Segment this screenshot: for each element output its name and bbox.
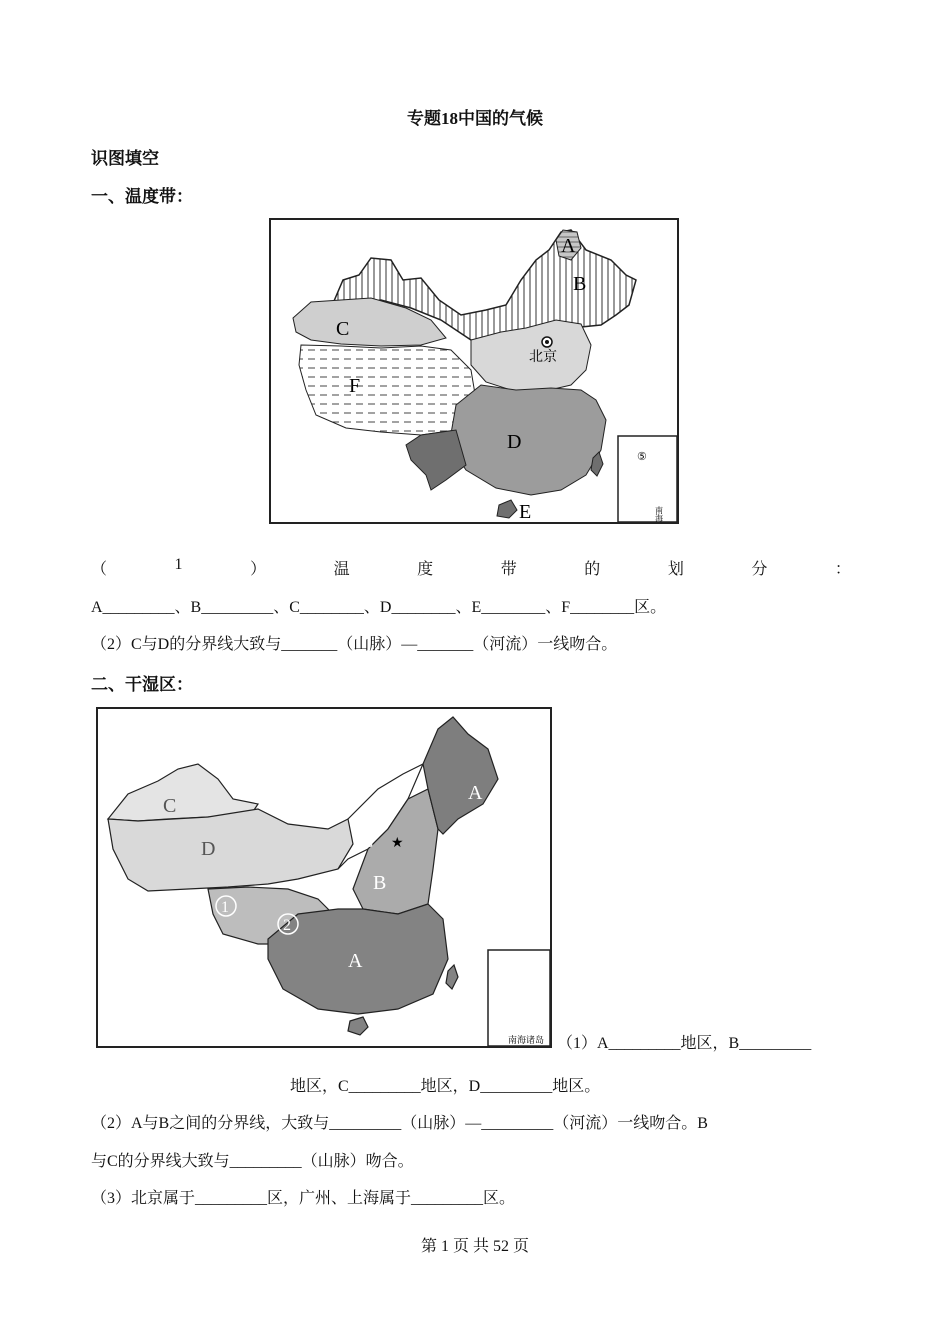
q1-char: 的 [584,561,601,578]
map2-label-a-south: A [348,950,363,972]
map1-inset [618,436,677,522]
zone2-a-ne [423,717,498,834]
map1-label-b: B [573,273,587,295]
q1-char: （ [91,561,108,578]
marker-1: 1 [221,899,229,916]
s1-q1-heading-line [91,556,851,579]
zone-e-hainan [497,500,517,518]
s2-q2-line1: （2）A与B之间的分界线，大致与_________（山脉）—_________（河流）一线吻合。B [91,1115,708,1132]
page-title: 专题18中国的气候 [407,109,543,128]
beijing-star-icon: ★ [391,836,404,851]
map2-label-c-north: C [360,830,374,852]
map1-inset-label: 南海诸岛 [654,506,664,522]
section1-heading: 一、温度带： [91,187,193,206]
s1-q1-answer-line: A_________、B_________、C________、D________、E________、F________区。 [91,599,667,616]
map2-label-b: B [373,872,387,894]
drywet-map-graphic [98,709,550,1046]
section2-heading: 二、干湿区： [91,675,193,694]
q1-char: ） [250,561,267,578]
temperature-zone-map [269,218,679,524]
map2-label-c-nw: C [163,795,177,817]
map2-label-d: D [201,838,216,860]
s2-q2-line2: 与C的分界线大致与_________（山脉）吻合。 [91,1153,414,1170]
s2-q3: （3）北京属于_________区，广州、上海属于_________区。 [91,1190,516,1207]
map2-inset-label: 南海诸岛 [508,1035,545,1045]
q1-char: 分 [751,561,768,578]
q1-char: 带 [500,561,517,578]
q1-char: 1 [174,556,183,573]
q1-char: ： [834,561,851,578]
zone2-hainan [348,1017,368,1035]
map1-inset-marker: ⑤ [637,451,647,463]
section-main-heading: 识图填空 [91,149,159,168]
s2-q1-line2: 地区，C_________地区，D_________地区。 [290,1078,601,1095]
map2-label-a-ne: A [468,782,483,804]
s1-q2: （2）C与D的分界线大致与_______（山脉）—_______（河流）一线吻合。 [91,636,618,653]
dry-wet-zone-map [96,707,552,1048]
beijing-label: 北京 [529,350,557,365]
map1-label-f: F [349,375,361,397]
map1-label-d: D [507,431,522,453]
map1-label-a: A [561,235,576,257]
temperature-map-graphic [271,220,677,522]
zone-e-south [406,430,466,490]
zone2-taiwan [446,965,458,989]
map1-label-c: C [336,318,350,340]
zone-d [449,385,606,495]
q1-char: 度 [417,561,434,578]
page-footer: 第 1 页 共 52 页 [420,1238,529,1255]
q1-char: 温 [333,561,350,578]
map1-label-e: E [519,501,532,522]
map2-inset [488,950,550,1046]
s2-q1-line1: （1）A_________地区，B_________ [557,1035,812,1052]
zone-f [299,345,476,435]
marker-2: 2 [283,917,291,934]
q1-char: 划 [667,561,684,578]
